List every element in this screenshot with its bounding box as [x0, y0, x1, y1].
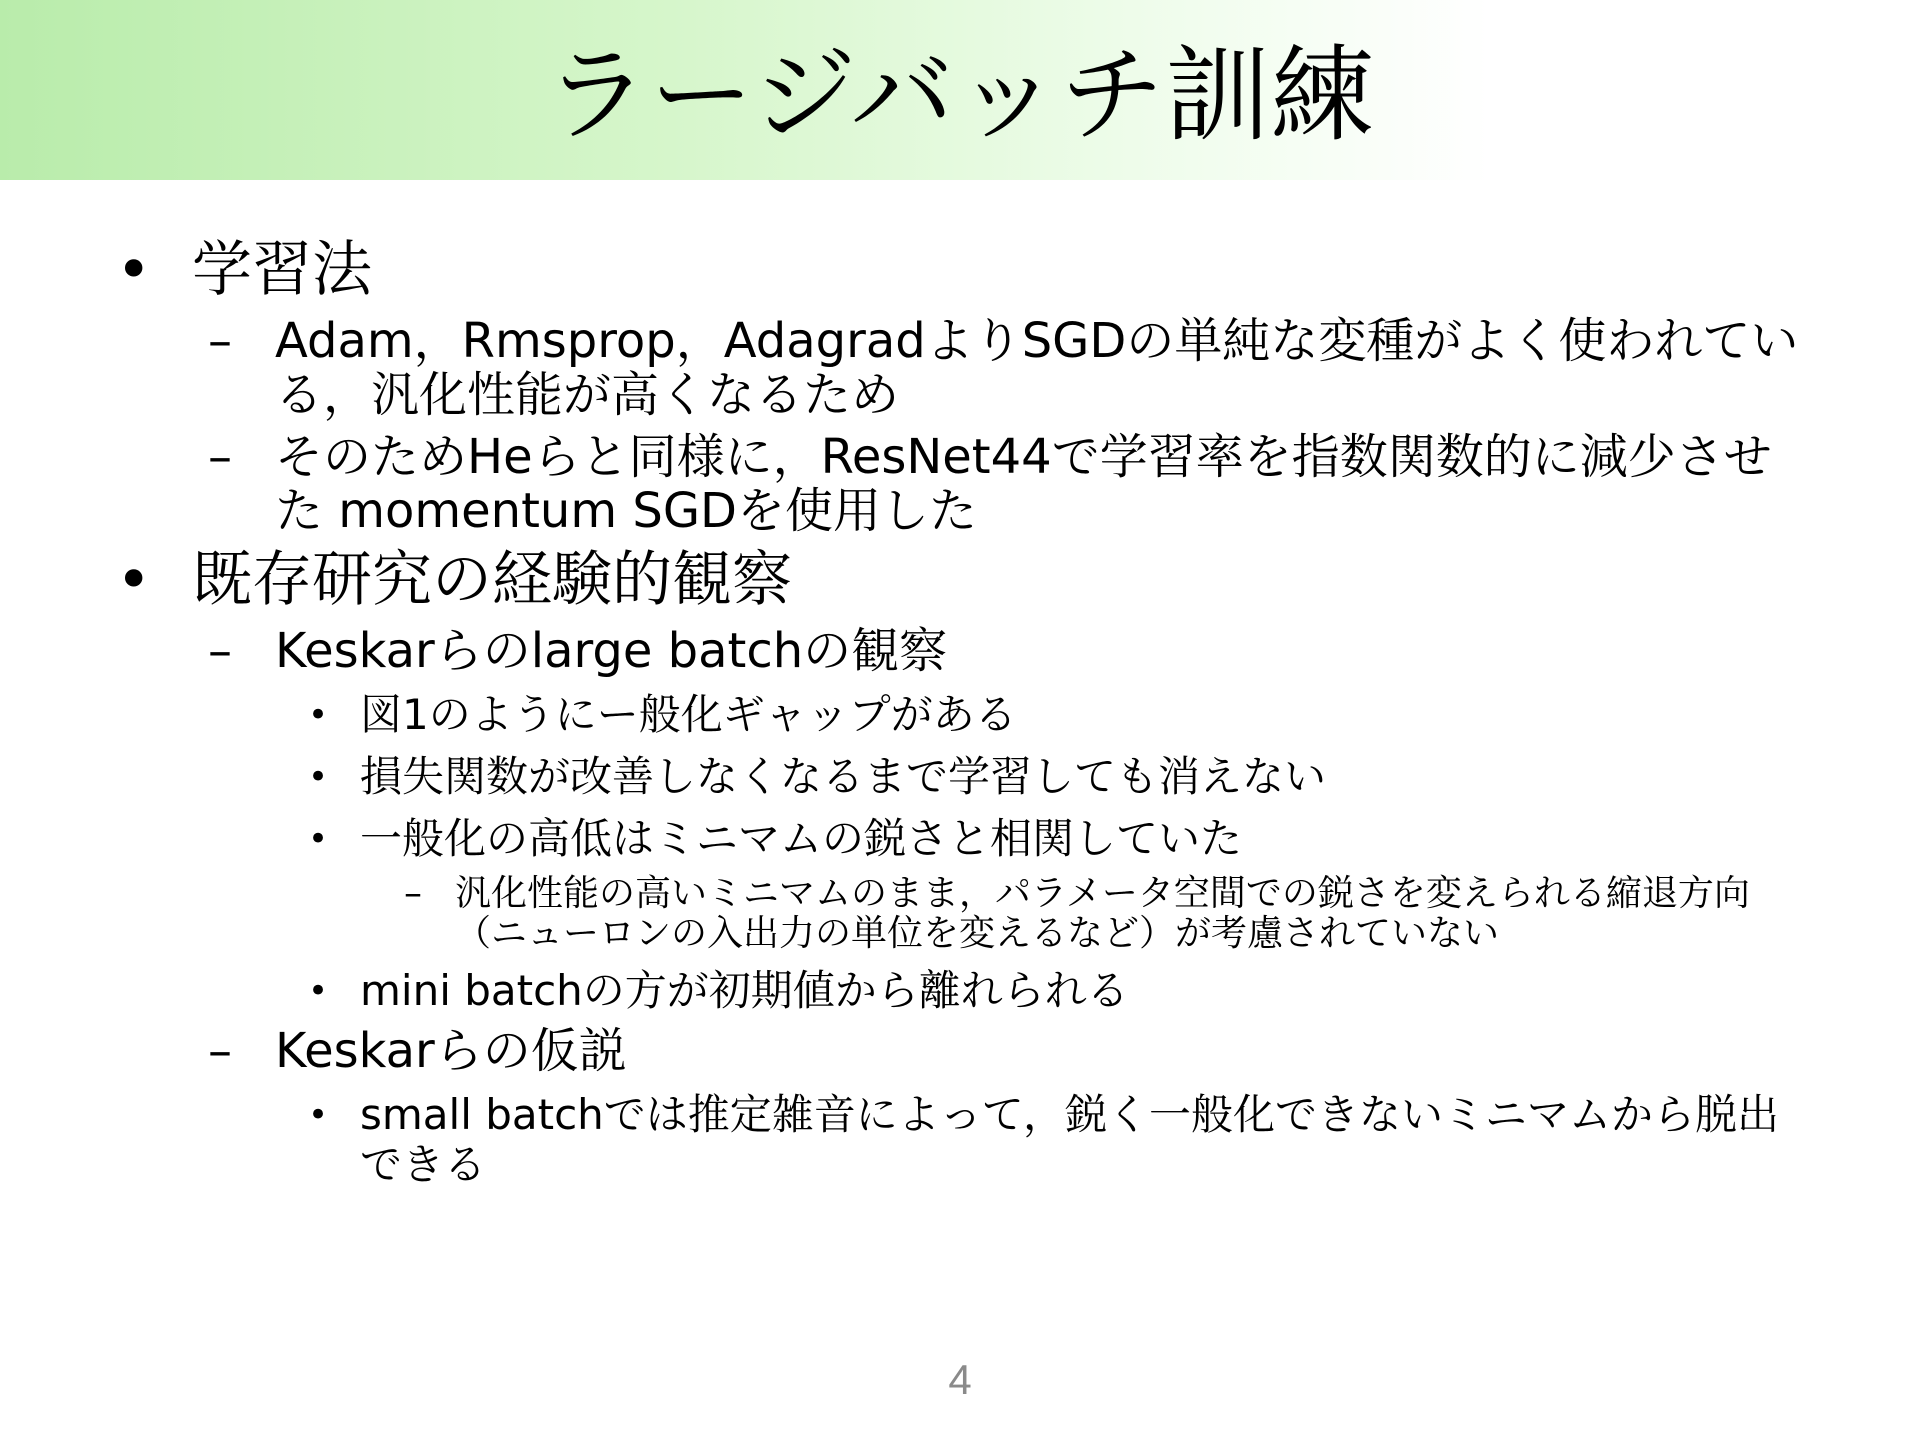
bullet-dash-icon: –	[208, 313, 232, 369]
bullet-dash-icon: –	[208, 429, 232, 485]
list-item-text: 損失関数が改善しなくなるまで学習しても消えない	[360, 752, 1327, 801]
list-item	[110, 966, 1810, 1016]
list-item-text: Adam，Rmsprop，AdagradよりSGDの単純な変種がよく使われている，汎化性能が高くなるため	[275, 313, 1799, 423]
subsection-heading: Keskarらのlarge batchの観察	[275, 623, 948, 679]
bullet-dash-icon: –	[208, 1023, 232, 1079]
bullet-dot-icon: •	[308, 695, 329, 735]
list-item-text: mini batchの方が初期値から離れられる	[360, 966, 1129, 1015]
sub-note	[110, 874, 1810, 954]
list-item	[110, 430, 1810, 538]
slide-title: ラージバッチ訓練	[544, 34, 1376, 156]
bullet-dot-icon: •	[308, 819, 329, 859]
list-item	[110, 314, 1810, 422]
subsection-hypothesis	[110, 1024, 1810, 1078]
list-item-text: 一般化の高低はミニマムの鋭さと相関していた	[360, 814, 1243, 863]
section-heading: 学習法	[192, 235, 372, 305]
bullet-learning-method	[110, 234, 1810, 306]
list-item	[110, 814, 1810, 864]
list-item-text: 図1のようにー般化ギャップがある	[360, 690, 1017, 739]
section-heading: 既存研究の経験的観察	[192, 545, 792, 615]
bullet-dot-icon: •	[116, 235, 152, 305]
subsection-observation	[110, 624, 1810, 678]
bullet-dot-icon: •	[308, 1095, 329, 1135]
bullet-dot-icon: •	[308, 971, 329, 1011]
subsection-heading: Keskarらの仮説	[275, 1023, 627, 1079]
sub-note-text: 汎化性能の高いミニマムのまま，パラメータ空間での鋭さを変えられる縮退方向（ニューロンの入出力の単位を変えるなど）が考慮されていない	[455, 873, 1750, 954]
slide-content	[110, 228, 1810, 1190]
page-number: 4	[948, 1356, 972, 1403]
bullet-dot-icon: •	[116, 545, 152, 615]
bullet-dash-icon: –	[208, 623, 232, 679]
list-item	[110, 1090, 1810, 1190]
list-item-text: small batchでは推定雑音によって，鋭く一般化できないミニマムから脱出できる	[360, 1090, 1779, 1189]
bullet-empirical-observation	[110, 544, 1810, 616]
bullet-dash-icon: –	[404, 873, 422, 914]
list-item	[110, 752, 1810, 802]
list-item-text: そのためHeらと同様に，ResNet44で学習率を指数関数的に減少させた momentum SGDを使用した	[275, 429, 1772, 539]
list-item	[110, 690, 1810, 740]
bullet-dot-icon: •	[308, 757, 329, 797]
